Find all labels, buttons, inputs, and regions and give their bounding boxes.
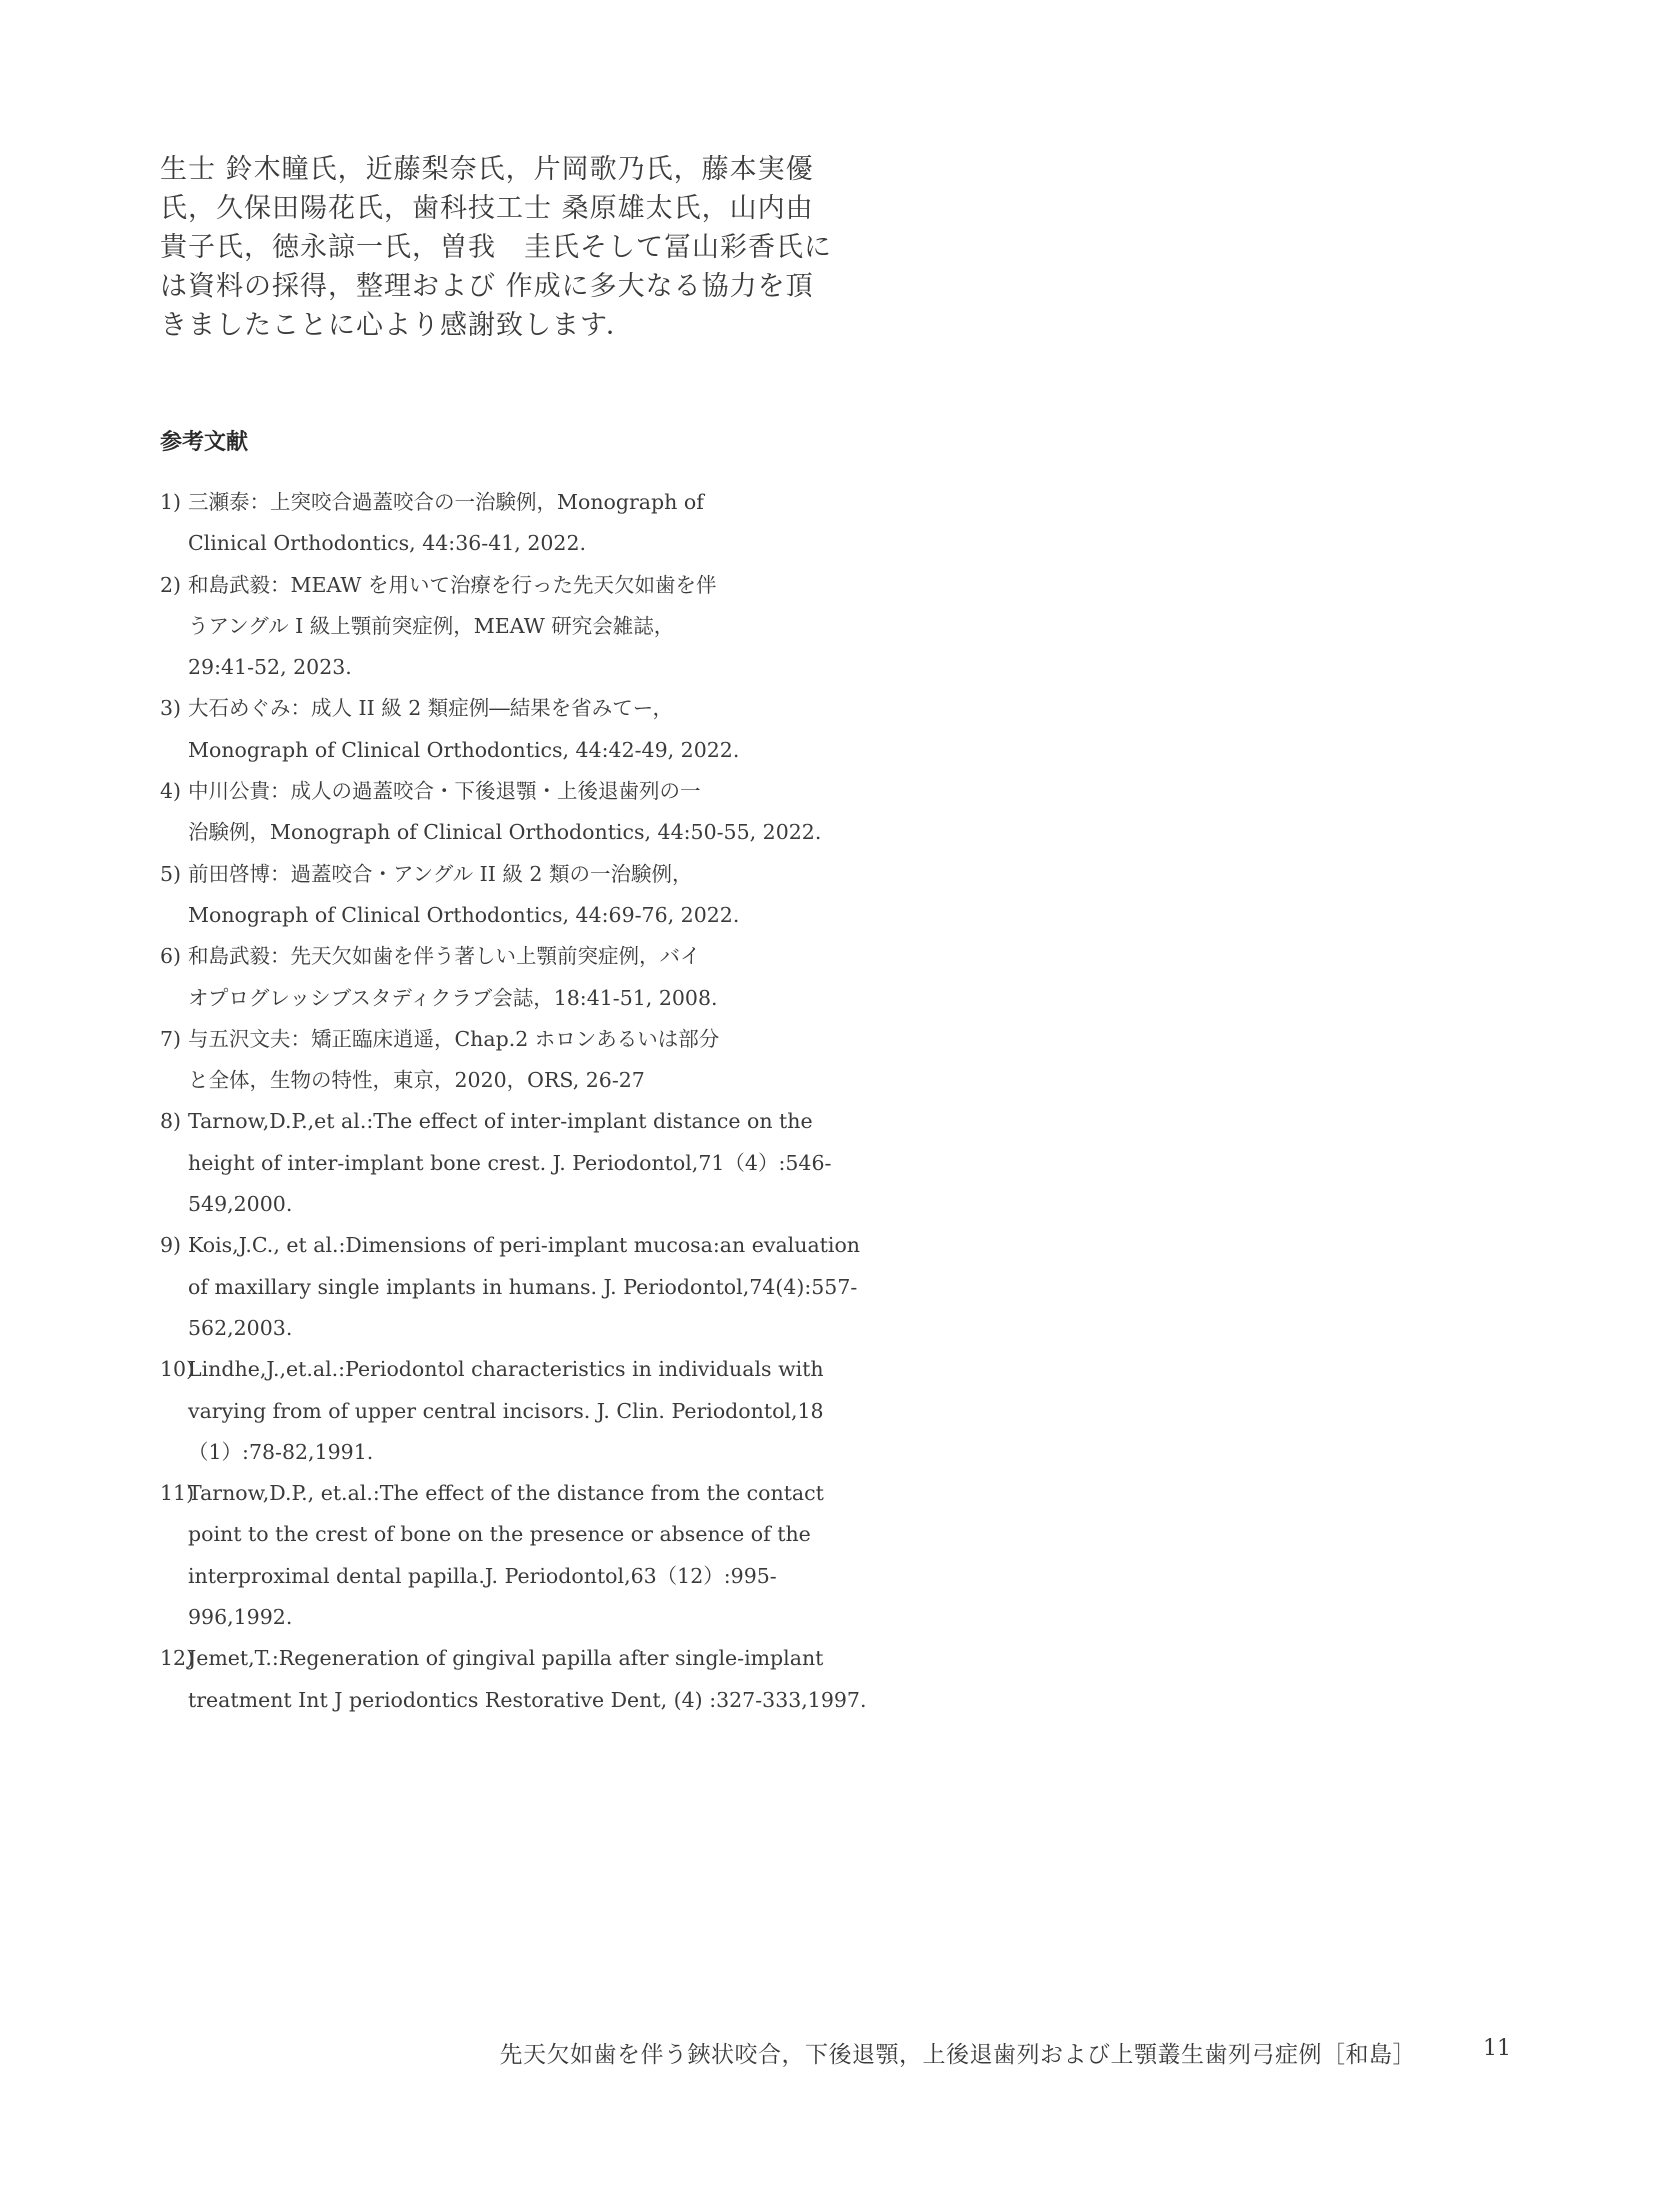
reference-list	[160, 482, 867, 1721]
reference-item	[160, 482, 810, 565]
running-title: 先天欠如歯を伴う鋏状咬合，下後退顎，上後退歯列および上顎叢生歯列弓症例［和島］	[499, 2042, 1416, 2068]
reference-text-line: Jemet,T.:Regeneration of gingival papilla after single-implant	[188, 1646, 824, 1671]
reference-text-line: Lindhe,J.,et.al.:Periodontol characteristics in individuals with	[188, 1357, 824, 1382]
reference-number: 3)	[160, 696, 182, 721]
reference-text-line: うアングル I 級上顎前突症例，MEAW 研究会雑誌，	[188, 613, 675, 638]
reference-item	[160, 1101, 832, 1225]
reference-text-line: Kois,J.C., et al.:Dimensions of peri-implant mucosa:an evaluation	[188, 1233, 861, 1258]
reference-text-line: 549,2000.	[188, 1192, 293, 1217]
reference-item	[160, 854, 810, 937]
reference-text-line: 前田啓博：過蓋咬合・アングル II 級 2 類の一治験例，	[188, 861, 693, 886]
reference-number: 6)	[160, 944, 182, 969]
reference-text-line: 大石めぐみ：成人 II 級 2 類症例―結果を省みてー，	[188, 696, 673, 721]
reference-text-line: 和島武毅：先天欠如歯を伴う著しい上顎前突症例，バイ	[188, 944, 701, 969]
reference-item	[160, 1019, 810, 1102]
reference-text-line: point to the crest of bone on the presence or absence of the	[188, 1522, 811, 1547]
reference-text-line: of maxillary single implants in humans. J. Periodontol,74(4):557-	[188, 1274, 858, 1299]
reference-number: 5)	[160, 861, 182, 886]
reference-text-line: 562,2003.	[188, 1315, 293, 1340]
reference-text-line: 和島武毅：MEAW を用いて治療を行った先天欠如歯を伴	[188, 572, 717, 597]
reference-number: 12)	[160, 1646, 195, 1671]
reference-text-line: 三瀬泰：上突咬合過蓋咬合の一治験例，Monograph of	[188, 490, 704, 514]
reference-text-line: Monograph of Clinical Orthodontics, 44:42-49, 2022.	[188, 737, 740, 762]
acknowledgment-paragraph	[160, 150, 832, 345]
reference-number: 8)	[160, 1109, 182, 1134]
page-number: 11	[1483, 2036, 1511, 2061]
reference-number: 4)	[160, 779, 182, 804]
reference-text-line: （1）:78-82,1991.	[188, 1439, 374, 1464]
reference-item	[160, 1638, 867, 1721]
references-heading: 参考文献	[160, 430, 249, 455]
acknowledgment-line: きましたことに心より感謝致します．	[160, 310, 634, 341]
reference-number: 11)	[160, 1481, 195, 1506]
reference-text-line: interproximal dental papilla.J. Periodontol,63（12）:995-	[188, 1563, 777, 1588]
reference-item	[160, 565, 810, 689]
reference-item	[160, 1225, 861, 1349]
reference-item	[160, 936, 810, 1019]
reference-text-line: 996,1992.	[188, 1605, 293, 1630]
reference-text-line: 中川公貴：成人の過蓋咬合・下後退顎・上後退歯列の一	[188, 779, 701, 804]
reference-number: 1)	[160, 490, 182, 514]
acknowledgment-line: 貴子氏，徳永諒一氏，曽我 圭氏そして冨山彩香氏に	[160, 232, 832, 263]
acknowledgment-line: は資料の採得，整理および 作成に多大なる協力を頂	[160, 271, 814, 302]
reference-item	[160, 771, 822, 854]
reference-item	[160, 1349, 824, 1473]
reference-text-line: と全体，生物の特性，東京，2020，ORS, 26-27	[188, 1068, 645, 1093]
reference-text-line: Tarnow,D.P.,et al.:The effect of inter-implant distance on the	[188, 1109, 813, 1134]
reference-text-line: オプログレッシブスタディクラブ会誌，18:41-51, 2008.	[188, 985, 718, 1010]
reference-number: 2)	[160, 572, 182, 597]
reference-number: 9)	[160, 1233, 182, 1258]
reference-text-line: 与五沢文夫：矯正臨床逍遥，Chap.2 ホロンあるいは部分	[188, 1026, 720, 1051]
reference-text-line: Clinical Orthodontics, 44:36-41, 2022.	[188, 531, 587, 556]
reference-item	[160, 1473, 824, 1638]
reference-number: 7)	[160, 1026, 182, 1051]
reference-text-line: treatment Int J periodontics Restorative Dent, (4) :327-333,1997.	[188, 1687, 867, 1712]
reference-item	[160, 688, 810, 771]
reference-number: 10)	[160, 1357, 195, 1382]
reference-text-line: 治験例，Monograph of Clinical Orthodontics, 44:50-55, 2022.	[188, 820, 822, 845]
reference-text-line: height of inter-implant bone crest. J. Periodontol,71（4）:546-	[188, 1150, 832, 1175]
reference-text-line: Tarnow,D.P., et.al.:The effect of the distance from the contact	[188, 1481, 824, 1506]
reference-text-line: varying from of upper central incisors. J. Clin. Periodontol,18	[188, 1398, 824, 1423]
reference-text-line: 29:41-52, 2023.	[188, 655, 352, 680]
acknowledgment-line: 生士 鈴木瞳氏，近藤梨奈氏，片岡歌乃氏，藤本実優	[160, 154, 814, 185]
page-footer	[0, 2030, 1654, 2070]
acknowledgment-line: 氏，久保田陽花氏，歯科技工士 桑原雄太氏，山内由	[160, 193, 814, 224]
reference-text-line: Monograph of Clinical Orthodontics, 44:69-76, 2022.	[188, 902, 740, 927]
